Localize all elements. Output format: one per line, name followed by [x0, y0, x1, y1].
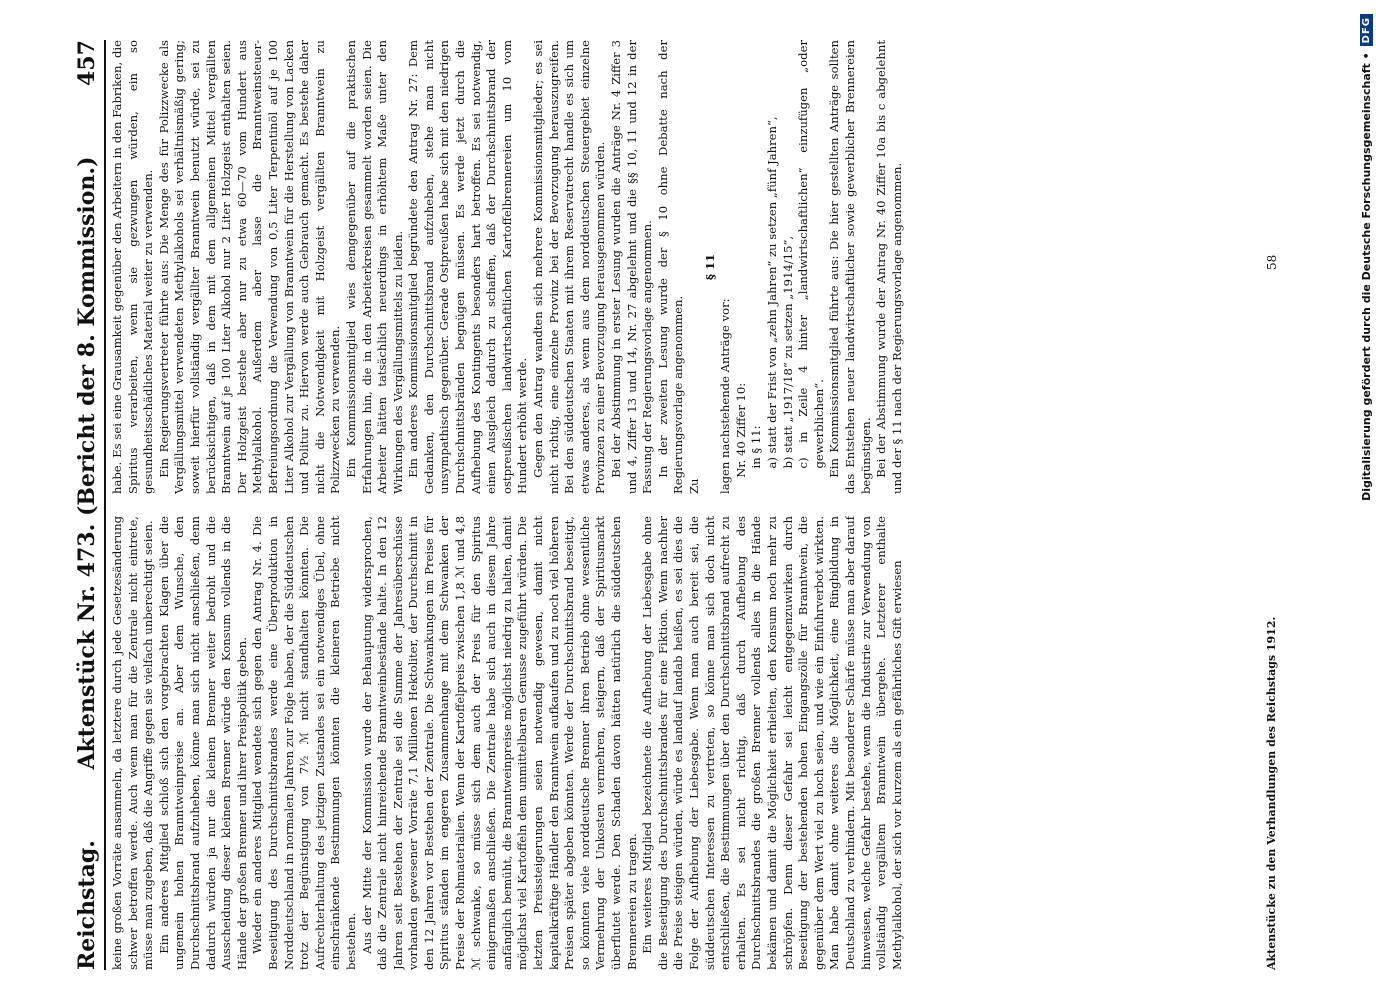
dfg-sidebar	[1353, 0, 1379, 1000]
section-in: in § 11:	[749, 425, 764, 469]
section-intro: lagen nachstehende Anträge vor:	[718, 298, 733, 494]
section-zu: Zu	[686, 478, 701, 494]
paragraph: Ein Kommissionsmitglied führte aus: Die hier gestellten Anträge sollten das Entstehen neuer landwirtschaftlicher sowie gewerblicher Brennereien begünstigen.	[827, 40, 873, 494]
paragraph: Ein anderes Mitglied schloß sich den vorgebrachten Klagen über die ungemein hohen Branntweinpreise an. Aber dem Wunsche, den Durchschnittsbrand aufzuheben, könne man sich nicht anschließen, denn dadurch würden ja nur die kleinen Brenner weiter bedroht und die Ausscheidung dieser kleinen Brenner würde den Konsum vollends in die Hände der großen Brenner und ihrer Preispolitik geben.	[156, 516, 249, 970]
column-left	[110, 516, 1260, 970]
page-header	[60, 40, 106, 970]
paragraph: Ein Regierungsvertreter führte aus: Die Menge des für Polizzwecke als Vergällungsmittel verwendeten Methylalkohols sei verhältnismäßig gering; soweit hierfür vollständig vergällter Branntwein benutzt würde, sei zu berücksichtigen, daß in dem mit dem allgemeinen Mittel vergällten Branntwein auf je 100 Liter Alkohol nur 2 Liter Holzgeist enthalten seien. Der Holzgeist bestehe aber nur zu etwa 60—70 vom Hundert aus Methylalkohol. Außerdem aber lasse die Branntweinsteuer-Befreiungsordnung die Verwendung von 0,5 Liter Terpentinöl auf je 100 Liter Alkohol zur Vergällung von Branntwein für die Herstellung von Lacken und Politur zu. Hiervon werde auch Gebrauch gemacht. Es bestehe daher nicht die Notwendigkeit mit Holzgeist vergällten Branntwein zu Polizzwecken zu verwenden.	[156, 40, 343, 494]
page-number: 457	[74, 40, 100, 86]
paragraph: habe. Es sei eine Grausamkeit gegenüber den Arbeitern in den Fabriken, die Spiritus verarbeiten, wenn sie gezwungen würden, ein so gesundheitsschädliches Material weiter zu verwenden.	[110, 40, 156, 494]
paragraph: Wieder ein anderes Mitglied wendete sich gegen den Antrag Nr. 4. Die Beseitigung des Durchschnittsbrandes werde eine Überproduktion in Norddeutschland in normalen Jahren zur Folge haben, der die Süddeutschen trotz der Begünstigung von 7½ ℳ nicht standhalten könnten. Die Aufrechterhaltung des jetzigen Zustandes sei ein notwendiges Übel, ohne einschränkende Bestimmungen könnten die kleineren Betriebe nicht bestehen.	[250, 516, 358, 970]
paragraph: Ein anderes Kommissionsmitglied begründete den Antrag Nr. 27: Dem Gedanken, den Durchschnittsbrand aufzuheben, stehe man nicht unsympathisch gegenüber. Gerade Ostpreußen habe sich mit den niedrigen Durchschnittsbränden begnügen müssen. Es werde jetzt durch die Aufhebung des Kontingents besonders hart betroffen. Es sei notwendig, einen Ausgleich dadurch zu schaffen, daß der Durchschnittsbrand der ostpreußischen landwirtschaftlichen Kartoffelbrennereien um 10 vom Hundert erhöht werde.	[406, 40, 530, 494]
header-left: Reichstag.	[74, 840, 100, 970]
paragraph: Aus der Mitte der Kommission wurde der Behauptung widersprochen, daß die Zentrale nicht hinreichende Branntweinbestände halte. In den 12 Jahren seit Bestehen der Zentrale sei die Summe der Jahresüberschüsse vorhanden gewesener Vorräte 7,1 Millionen Hektoliter, der Durchschnitt in den 12 Jahren vor Bestehen der Zentrale. Die Schwankungen im Preise für Spiritus ständen im engeren Zusammenhange mit dem Schwanken der Preise der Rohmaterialien. Wenn der Kartoffelpreis zwischen 1,8 ℳ und 4,8 ℳ schwanke, so müsse sich dem auch der Preis für den Spiritus einigermaßen anschließen. Die Zentrale habe sich auch in diesem Jahre anfänglich bemüht, die Branntweinpreise möglichst niedrig zu halten, damit möglichst viel Kartoffeln dem unmittelbaren Genusse zugeführt würden. Die letzten Preissteigerungen seien notwendig gewesen, damit nicht kapitalkräftige Händler den Branntwein aufkaufen und zu noch viel höheren Preisen später abgeben könnten. Werde der Durchschnittsbrand beseitigt, so könnten viele norddeutsche Brenner ihren Betrieb ohne wesentliche Vermehrung der Unkosten vermehren, steigern, daß der Spiritusmarkt überflutet werde. Den Schaden davon hätten natürlich die süddeutschen Brennereien zu tragen.	[359, 516, 639, 970]
header-title: Aktenstück Nr. 473. (Bericht der 8. Kommission.)	[74, 156, 100, 770]
paragraph: Gegen den Antrag wandten sich mehrere Kommissionsmitglieder; es sei nicht richtig, eine einzelne Provinz bei der Bevorzugung herauszugreifen. Bei den süddeutschen Staaten mit ihrem Reservatrecht handle es sich um etwas anderes, als wenn aus dem norddeutschen Steuergebiet einzelne Provinzen zu einer Bevorzugung herausgenommen würden.	[531, 40, 608, 494]
paragraph: Ein weiteres Mitglied bezeichnete die Aufhebung der Liebesgabe ohne die Beseitigung des Durchschnittsbrandes für eine Fiktion. Wenn nachher die Preise steigen würden, würde es landauf landab heißen, es sei dies die Folge der Aufhebung der Liebesgabe. Wenn man auch bereit sei, die süddeutschen Interessen zu vertreten, so könne man sich doch nicht entschließen, die Bestimmungen über den Durchschnittsbrand aufrecht zu erhalten. Es sei nicht richtig, daß durch Aufhebung des Durchschnittsbrandes die großen Brenner vollends alles in die Hände bekämen und damit die Möglichkeit erhielten, den Konsum noch mehr zu schröpfen. Denn dieser Gefahr sei leicht entgegenzuwirken durch Beseitigung der bestehenden hohen Eingangszölle für Branntwein, die gegenüber dem Wert viel zu hoch seien, und wie ein Einfuhrverbot wirkten. Man habe damit ohne weiteres die Möglichkeit, eine Ringbildung in Deutschland zu verhindern. Mit besonderer Schärfe müsse man aber darauf hinweisen, welche Gefahr bestehe, wenn die Industrie zur Verwendung von vollständig vergälltem Branntwein übergehe. Letzterer enthalte Methylalkohol, der sich vor kurzem als ein gefährliches Gift erwiesen	[640, 516, 904, 970]
list-item: b) statt „1917/18“ zu setzen „1914/15“,	[780, 235, 795, 469]
document-page	[60, 40, 1340, 970]
dfg-credit-text: Digitalisierung gefördert durch die Deutsche Forschungsgemeinschaft •	[1359, 52, 1373, 501]
dfg-logo: DFG	[1360, 14, 1373, 46]
footer-note: Aktenstücke zu den Verhandlungen des Reichstags 1912.	[1265, 616, 1278, 970]
paragraph: keine großen Vorräte ansammeln, da letztere durch jede Gesetzesänderung schwer betroffen werde. Auch wenn man für die Zentrale nicht eintrete, müsse man zugeben, daß die Angriffe gegen sie vielfach unberechtigt seien.	[110, 516, 156, 970]
paragraph: Bei der Abstimmung in erster Lesung wurden die Anträge Nr. 4 Ziffer 3 und 4, Ziffer 13 und 14, Nr. 27 abgelehnt und die §§ 10, 11 und 12 in der Fassung der Regierungsvorlage angenommen.	[609, 40, 655, 494]
signature-number: 58	[1265, 254, 1279, 270]
paragraph: Bei der Abstimmung wurde der Antrag Nr. 40 Ziffer 10a bis c abgelehnt und der § 11 nach der Regierungsvorlage angenommen.	[874, 40, 904, 494]
list-item: c) in Zeile 4 hinter „landwirtschaftlichen“ einzufügen „oder gewerblichen“.	[796, 40, 826, 469]
section-antrag: Nr. 40 Ziffer 10:	[733, 382, 748, 478]
section-heading: § 11	[702, 253, 717, 281]
list-item: a) statt der Frist von „zehn Jahren“ zu setzen „fünf Jahren“,	[764, 116, 779, 469]
paragraph: Ein Kommissionsmitglied wies demgegenüber auf die praktischen Erfahrungen hin, die in den Arbeiterkreisen gesammelt worden seien. Die Arbeiter hätten tatsächlich neuerdings in erhöhtem Maße unter den Wirkungen des Vergällungsmittels zu leiden.	[343, 40, 405, 494]
paragraph: In der zweiten Lesung wurde der § 10 ohne Debatte nach der Regierungsvorlage angenommen.	[655, 40, 686, 494]
text-columns	[110, 40, 1260, 970]
column-right	[110, 40, 1260, 494]
